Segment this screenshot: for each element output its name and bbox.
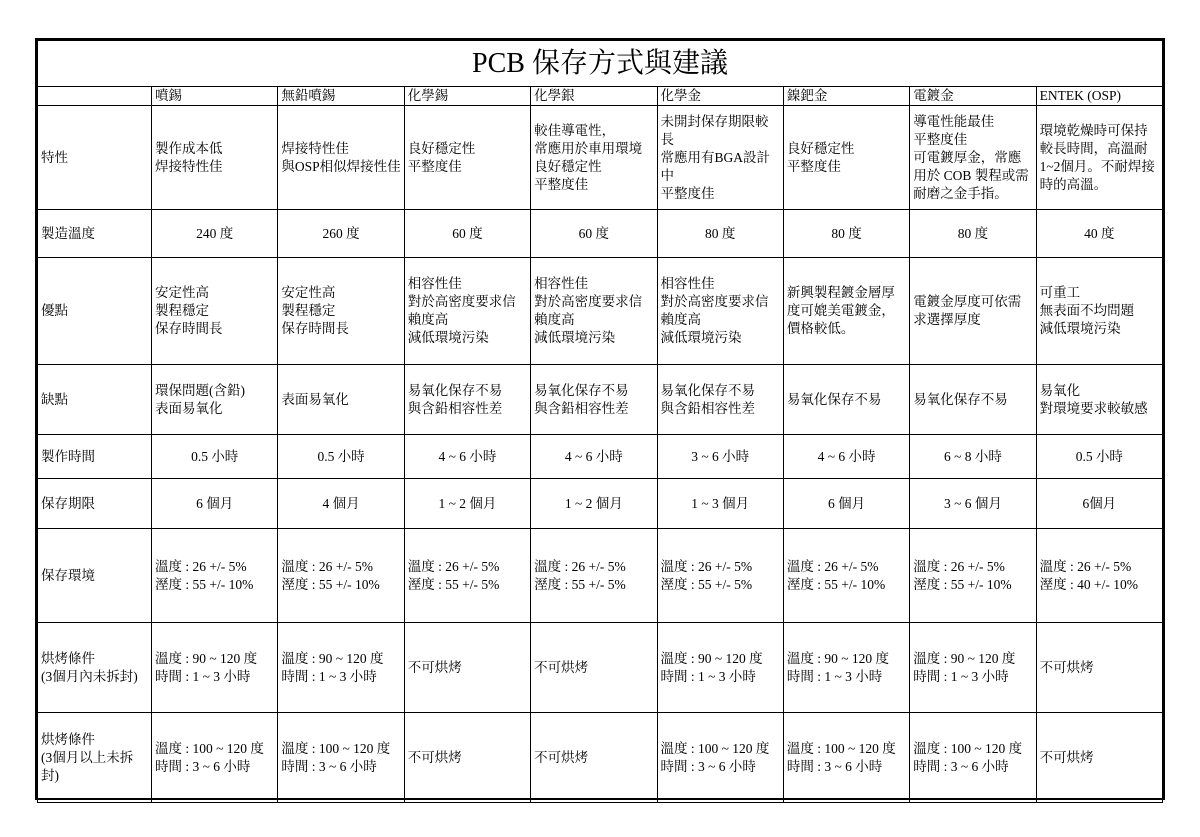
row-process-temp [38, 210, 1163, 258]
table-cell: 260 度 [278, 210, 404, 258]
table-cell: 溫度 : 90 ~ 120 度 時間 : 1 ~ 3 小時 [152, 623, 278, 713]
table-cell: 6 個月 [152, 479, 278, 529]
row-label: 烘烤條件 (3個月以上未拆封) [38, 713, 152, 803]
table-cell: 相容性佳 對於高密度要求信賴度高 減低環境污染 [404, 258, 530, 365]
row-label: 烘烤條件 (3個月內未拆封) [38, 623, 152, 713]
row-label: 優點 [38, 258, 152, 365]
row-shelf-life [38, 479, 1163, 529]
table-cell: 不可烘烤 [404, 623, 530, 713]
header-corner [38, 87, 152, 106]
table-cell: 良好穩定性 平整度佳 [783, 106, 909, 210]
table-cell: 易氧化 對環境要求較敏感 [1036, 365, 1162, 435]
row-baking-over-3m [38, 713, 1163, 803]
table-cell: 溫度 : 100 ~ 120 度 時間 : 3 ~ 6 小時 [783, 713, 909, 803]
table-cell: 3 ~ 6 小時 [657, 435, 783, 479]
table-cell: 溫度 : 26 +/- 5% 溼度 : 55 +/- 5% [531, 529, 657, 623]
table-cell: 溫度 : 100 ~ 120 度 時間 : 3 ~ 6 小時 [910, 713, 1036, 803]
table-cell: 1 ~ 3 個月 [657, 479, 783, 529]
table-cell: 環境乾燥時可保持較長時間，高溫耐1~2個月。不耐焊接時的高溫。 [1036, 106, 1162, 210]
table-cell: 溫度 : 90 ~ 120 度 時間 : 1 ~ 3 小時 [278, 623, 404, 713]
table-cell: 80 度 [657, 210, 783, 258]
table-cell: 溫度 : 90 ~ 120 度 時間 : 1 ~ 3 小時 [910, 623, 1036, 713]
column-header: 鎳鈀金 [783, 87, 909, 106]
table-cell: 80 度 [783, 210, 909, 258]
table-cell: 良好穩定性 平整度佳 [404, 106, 530, 210]
table-cell: 溫度 : 26 +/- 5% 溼度 : 55 +/- 5% [657, 529, 783, 623]
table-cell: 6 個月 [783, 479, 909, 529]
table-cell: 易氧化保存不易 [910, 365, 1036, 435]
row-label: 製造溫度 [38, 210, 152, 258]
column-header: 化學銀 [531, 87, 657, 106]
table-cell: 安定性高 製程穩定 保存時間長 [278, 258, 404, 365]
table-cell: 易氧化保存不易 與含鉛相容性差 [404, 365, 530, 435]
column-header: 化學錫 [404, 87, 530, 106]
table-cell: 不可烘烤 [1036, 713, 1162, 803]
column-header: 無鉛噴錫 [278, 87, 404, 106]
table-cell: 4 個月 [278, 479, 404, 529]
pcb-storage-sheet [35, 38, 1165, 800]
table-cell: 製作成本低 焊接特性佳 [152, 106, 278, 210]
table-cell: 0.5 小時 [278, 435, 404, 479]
table-cell: 溫度 : 90 ~ 120 度 時間 : 1 ~ 3 小時 [783, 623, 909, 713]
table-cell: 未開封保存期限較長 常應用有BGA設計中 平整度佳 [657, 106, 783, 210]
row-characteristics [38, 106, 1163, 210]
row-process-time [38, 435, 1163, 479]
row-advantages [38, 258, 1163, 365]
table-cell: 易氧化保存不易 [783, 365, 909, 435]
table-cell: 40 度 [1036, 210, 1162, 258]
table-cell: 溫度 : 100 ~ 120 度 時間 : 3 ~ 6 小時 [152, 713, 278, 803]
table-cell: 溫度 : 100 ~ 120 度 時間 : 3 ~ 6 小時 [657, 713, 783, 803]
table-cell: 新興製程鍍金層厚度可媲美電鍍金，價格較低。 [783, 258, 909, 365]
table-cell: 導電性能最佳 平整度佳 可電鍍厚金，常應用於 COB 製程或需耐磨之金手指。 [910, 106, 1036, 210]
table-cell: 不可烘烤 [531, 623, 657, 713]
column-header: 電鍍金 [910, 87, 1036, 106]
table-cell: 溫度 : 100 ~ 120 度 時間 : 3 ~ 6 小時 [278, 713, 404, 803]
table-cell: 易氧化保存不易 與含鉛相容性差 [531, 365, 657, 435]
table-cell: 溫度 : 26 +/- 5% 溼度 : 40 +/- 10% [1036, 529, 1162, 623]
table-cell: 相容性佳 對於高密度要求信賴度高 減低環境污染 [531, 258, 657, 365]
table-cell: 3 ~ 6 個月 [910, 479, 1036, 529]
table-cell: 電鍍金厚度可依需求選擇厚度 [910, 258, 1036, 365]
row-label: 特性 [38, 106, 152, 210]
row-baking-under-3m [38, 623, 1163, 713]
table-cell: 溫度 : 26 +/- 5% 溼度 : 55 +/- 5% [404, 529, 530, 623]
table-cell: 不可烘烤 [531, 713, 657, 803]
table-cell: 80 度 [910, 210, 1036, 258]
row-label: 製作時間 [38, 435, 152, 479]
header-row [38, 87, 1163, 106]
table-cell: 0.5 小時 [152, 435, 278, 479]
table-cell: 不可烘烤 [404, 713, 530, 803]
table-cell: 60 度 [404, 210, 530, 258]
table-cell: 溫度 : 26 +/- 5% 溼度 : 55 +/- 10% [152, 529, 278, 623]
table-cell: 4 ~ 6 小時 [531, 435, 657, 479]
title-row [38, 41, 1163, 87]
table-cell: 溫度 : 90 ~ 120 度 時間 : 1 ~ 3 小時 [657, 623, 783, 713]
table-cell: 60 度 [531, 210, 657, 258]
table-cell: 相容性佳 對於高密度要求信賴度高 減低環境污染 [657, 258, 783, 365]
pcb-storage-table [37, 40, 1163, 803]
row-label: 保存期限 [38, 479, 152, 529]
table-cell: 溫度 : 26 +/- 5% 溼度 : 55 +/- 10% [278, 529, 404, 623]
column-header: ENTEK (OSP) [1036, 87, 1162, 106]
table-cell: 1 ~ 2 個月 [404, 479, 530, 529]
table-cell: 240 度 [152, 210, 278, 258]
row-storage-env [38, 529, 1163, 623]
table-cell: 環保問題(含鉛) 表面易氧化 [152, 365, 278, 435]
table-cell: 焊接特性佳 與OSP相似焊接性佳 [278, 106, 404, 210]
table-cell: 4 ~ 6 小時 [783, 435, 909, 479]
table-cell: 易氧化保存不易 與含鉛相容性差 [657, 365, 783, 435]
table-cell: 溫度 : 26 +/- 5% 溼度 : 55 +/- 10% [910, 529, 1036, 623]
table-cell: 安定性高 製程穩定 保存時間長 [152, 258, 278, 365]
table-cell: 溫度 : 26 +/- 5% 溼度 : 55 +/- 10% [783, 529, 909, 623]
table-cell: 較佳導電性， 常應用於車用環境 良好穩定性 平整度佳 [531, 106, 657, 210]
table-cell: 0.5 小時 [1036, 435, 1162, 479]
column-header: 噴錫 [152, 87, 278, 106]
table-cell: 1 ~ 2 個月 [531, 479, 657, 529]
page-title: PCB 保存方式與建議 [38, 41, 1163, 87]
table-cell: 表面易氧化 [278, 365, 404, 435]
row-label: 缺點 [38, 365, 152, 435]
table-cell: 可重工 無表面不均問題 減低環境污染 [1036, 258, 1162, 365]
row-disadvantages [38, 365, 1163, 435]
table-cell: 4 ~ 6 小時 [404, 435, 530, 479]
table-cell: 不可烘烤 [1036, 623, 1162, 713]
table-cell: 6 ~ 8 小時 [910, 435, 1036, 479]
row-label: 保存環境 [38, 529, 152, 623]
table-cell: 6個月 [1036, 479, 1162, 529]
column-header: 化學金 [657, 87, 783, 106]
